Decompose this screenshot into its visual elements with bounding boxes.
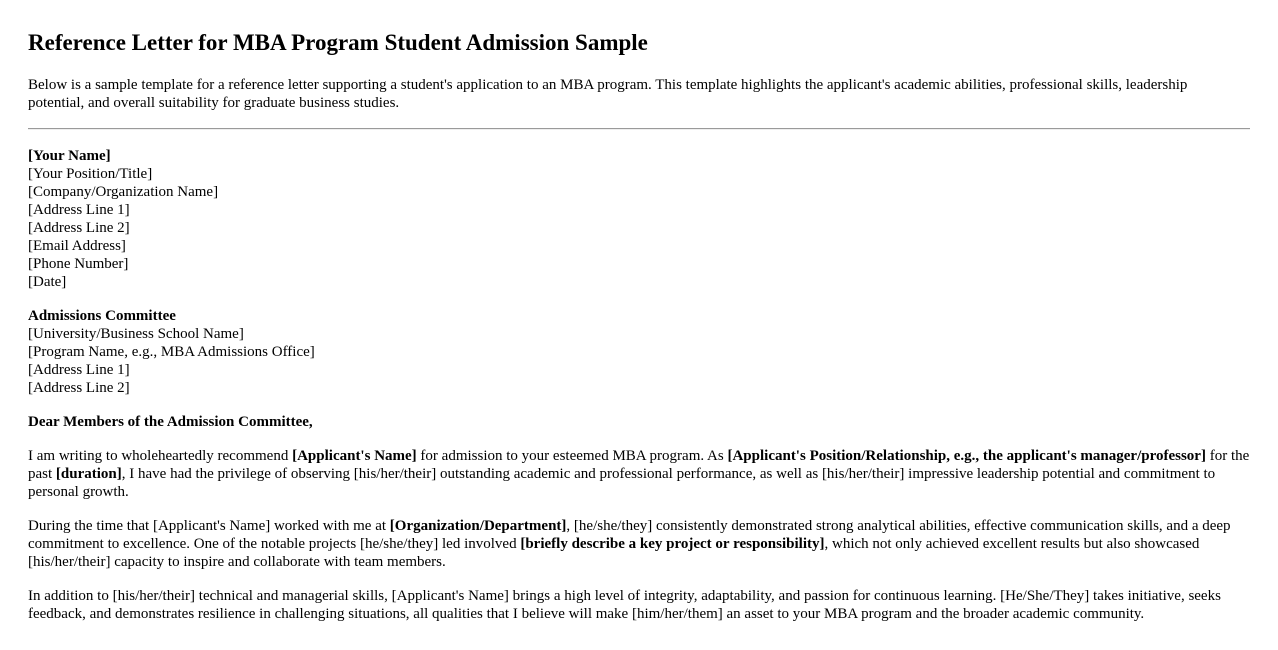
placeholder-duration: [duration]	[55, 466, 122, 482]
intro-paragraph: Below is a sample template for a reference letter supporting a student's application to an MBA program. This template highlights the applicant's academic abilities, professional skills, leadership potential, and overall suitability for graduate business studies.	[28, 77, 1188, 111]
sender-position: [Your Position/Title]	[28, 166, 153, 182]
letter-date: [Date]	[28, 274, 67, 290]
paragraph-text: for the past	[28, 448, 1250, 482]
body-paragraph-1	[28, 447, 1250, 501]
paragraph-text: During the time that [Applicant's Name] worked with me at	[28, 518, 390, 534]
recipient-address-line-1: [Address Line 1]	[28, 362, 130, 378]
sender-name: [Your Name]	[28, 148, 111, 164]
salutation: Dear Members of the Admission Committee,	[28, 414, 313, 430]
recipient-school: [University/Business School Name]	[28, 326, 244, 342]
body-paragraph-3: In addition to [his/her/their] technical and managerial skills, [Applicant's Name] brings a high level of integrity, adaptability, and passion for continuous learning. [He/She/They] takes initiative, seeks feedback, and demonstrates resilience in challenging situations, all qualities that I believe will make [him/her/them] an asset to your MBA program and the broader academic community.	[28, 588, 1221, 622]
paragraph-text: , which not only achieved excellent results but also showcased [his/her/their] capacity to inspire and collaborate with team members.	[28, 536, 1200, 570]
placeholder-key-project: [briefly describe a key project or responsibility]	[520, 536, 825, 552]
placeholder-applicant-name: [Applicant's Name]	[292, 448, 417, 464]
sender-address-line-1: [Address Line 1]	[28, 202, 130, 218]
paragraph-text: I am writing to wholeheartedly recommend	[28, 448, 293, 464]
sender-address-line-2: [Address Line 2]	[28, 220, 130, 236]
sender-block	[28, 147, 1250, 291]
placeholder-relationship: [Applicant's Position/Relationship, e.g., the applicant's manager/professor]	[727, 448, 1206, 464]
recipient-program: [Program Name, e.g., MBA Admissions Office]	[28, 344, 315, 360]
recipient-name: Admissions Committee	[28, 308, 176, 324]
paragraph-text: , [he/she/they] consistently demonstrated strong analytical abilities, effective communication skills, and a deep commitment to excellence. One of the notable projects [he/she/they] led involved	[28, 518, 1231, 552]
recipient-address-line-2: [Address Line 2]	[28, 380, 130, 396]
sender-phone: [Phone Number]	[28, 256, 129, 272]
page-title: Reference Letter for MBA Program Student Admission Sample	[28, 30, 648, 55]
paragraph-text: , I have had the privilege of observing [his/her/their] outstanding academic and professional performance, as well as [his/her/their] impressive leadership potential and commitment to personal growth.	[28, 466, 1216, 500]
sender-email: [Email Address]	[28, 238, 126, 254]
sender-company: [Company/Organization Name]	[28, 184, 219, 200]
divider	[28, 128, 1250, 130]
paragraph-text: for admission to your esteemed MBA program. As	[416, 448, 728, 464]
body-paragraph-2	[28, 517, 1250, 571]
placeholder-organization: [Organization/Department]	[389, 518, 567, 534]
recipient-block	[28, 307, 1250, 397]
